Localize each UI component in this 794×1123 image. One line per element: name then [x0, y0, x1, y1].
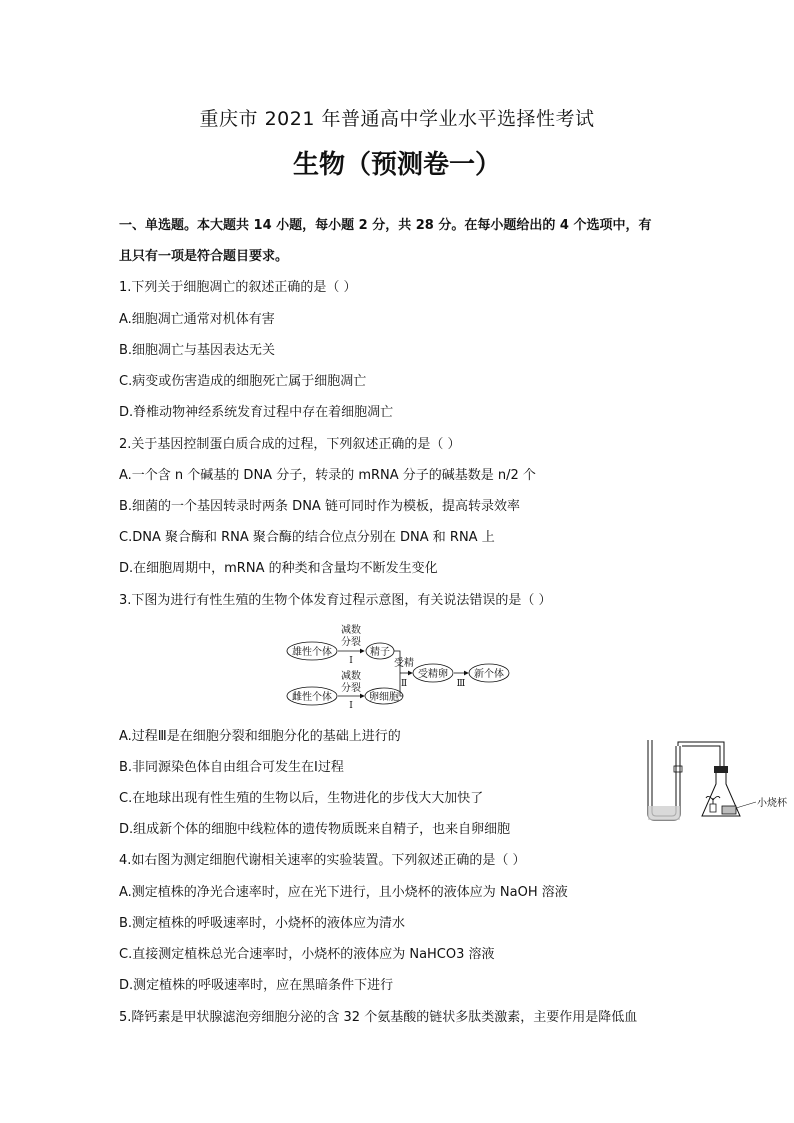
question-3-option-c: C.在地球出现有性生殖的生物以后，生物进化的步伐大大加快了	[119, 791, 484, 806]
question-2-option-b: B.细菌的一个基因转录时两条 DNA 链可同时作为模板，提高转录效率	[119, 499, 520, 514]
development-process-diagram	[280, 624, 520, 720]
section-instruction-line2: 且只有一项是符合题目要求。	[119, 249, 289, 264]
meiosis-label-top: 减数	[341, 625, 361, 636]
division-label-bottom: 分裂	[341, 683, 361, 694]
question-4-option-c: C.直接测定植株总光合速率时，小烧杯的液体应为 NaHCO3 溶液	[119, 947, 495, 962]
male-label: 雄性个体	[292, 647, 332, 658]
question-5-stem: 5.降钙素是甲状腺滤泡旁细胞分泌的含 32 个氨基酸的链状多肽类激素，主要作用是降低血	[119, 1010, 638, 1025]
question-3-option-a: A.过程Ⅲ是在细胞分裂和细胞分化的基础上进行的	[119, 729, 401, 744]
small-beaker-label: 小烧杯	[757, 798, 787, 809]
question-3-stem: 3.下图为进行有性生殖的生物个体发育过程示意图，有关说法错误的是（ ）	[119, 593, 552, 608]
process-1-label-bottom: Ⅰ	[349, 701, 353, 711]
sperm-label: 精子	[370, 647, 390, 658]
question-1-stem: 1.下列关于细胞凋亡的叙述正确的是（ ）	[119, 280, 357, 295]
section-instruction-line1: 一、单选题。本大题共 14 小题，每小题 2 分，共 28 分。在每小题给出的 4 个选项中，有	[119, 218, 652, 233]
question-4-option-a: A.测定植株的净光合速率时，应在光下进行，且小烧杯的液体应为 NaOH 溶液	[119, 885, 568, 900]
page-title: 重庆市 2021 年普通高中学业水平选择性考试	[199, 108, 595, 130]
question-1-option-a: A.细胞凋亡通常对机体有害	[119, 312, 275, 327]
question-3-option-d: D.组成新个体的细胞中线粒体的遗传物质既来自精子，也来自卵细胞	[119, 822, 511, 837]
question-2-option-a: A.一个含 n 个碱基的 DNA 分子，转录的 mRNA 分子的碱基数是 n/2 个	[119, 468, 536, 483]
process-2-label: Ⅱ	[400, 679, 408, 689]
question-2-option-d: D.在细胞周期中，mRNA 的种类和含量均不断发生变化	[119, 561, 438, 576]
question-1-option-c: C.病变或伤害造成的细胞死亡属于细胞凋亡	[119, 374, 367, 389]
question-4-option-b: B.测定植株的呼吸速率时，小烧杯的液体应为清水	[119, 916, 406, 931]
process-1-label-top: Ⅰ	[349, 656, 353, 666]
question-2-stem: 2.关于基因控制蛋白质合成的过程，下列叙述正确的是（ ）	[119, 437, 461, 452]
process-3-label: Ⅲ	[456, 679, 466, 689]
question-2-option-c: C.DNA 聚合酶和 RNA 聚合酶的结合位点分别在 DNA 和 RNA 上	[119, 530, 495, 545]
question-1-option-d: D.脊椎动物神经系统发育过程中存在着细胞凋亡	[119, 405, 394, 420]
meiosis-label-bottom: 减数	[341, 671, 361, 682]
page-subtitle: 生物（预测卷一）	[292, 150, 501, 180]
division-label-top: 分裂	[341, 637, 361, 648]
fertilization-label: 受精	[394, 658, 414, 669]
question-4-option-d: D.测定植株的呼吸速率时，应在黑暗条件下进行	[119, 978, 394, 993]
question-1-option-b: B.细胞凋亡与基因表达无关	[119, 343, 276, 358]
question-4-stem: 4.如右图为测定细胞代谢相关速率的实验装置。下列叙述正确的是（ ）	[119, 853, 526, 868]
experiment-apparatus-figure	[640, 736, 794, 828]
question-3-option-b: B.非同源染色体自由组合可发生在Ⅰ过程	[119, 760, 344, 775]
new-individual-label: 新个体	[474, 669, 504, 680]
zygote-label: 受精卵	[418, 669, 448, 680]
female-label: 雌性个体	[292, 692, 332, 703]
egg-label: 卵细胞	[369, 692, 399, 703]
